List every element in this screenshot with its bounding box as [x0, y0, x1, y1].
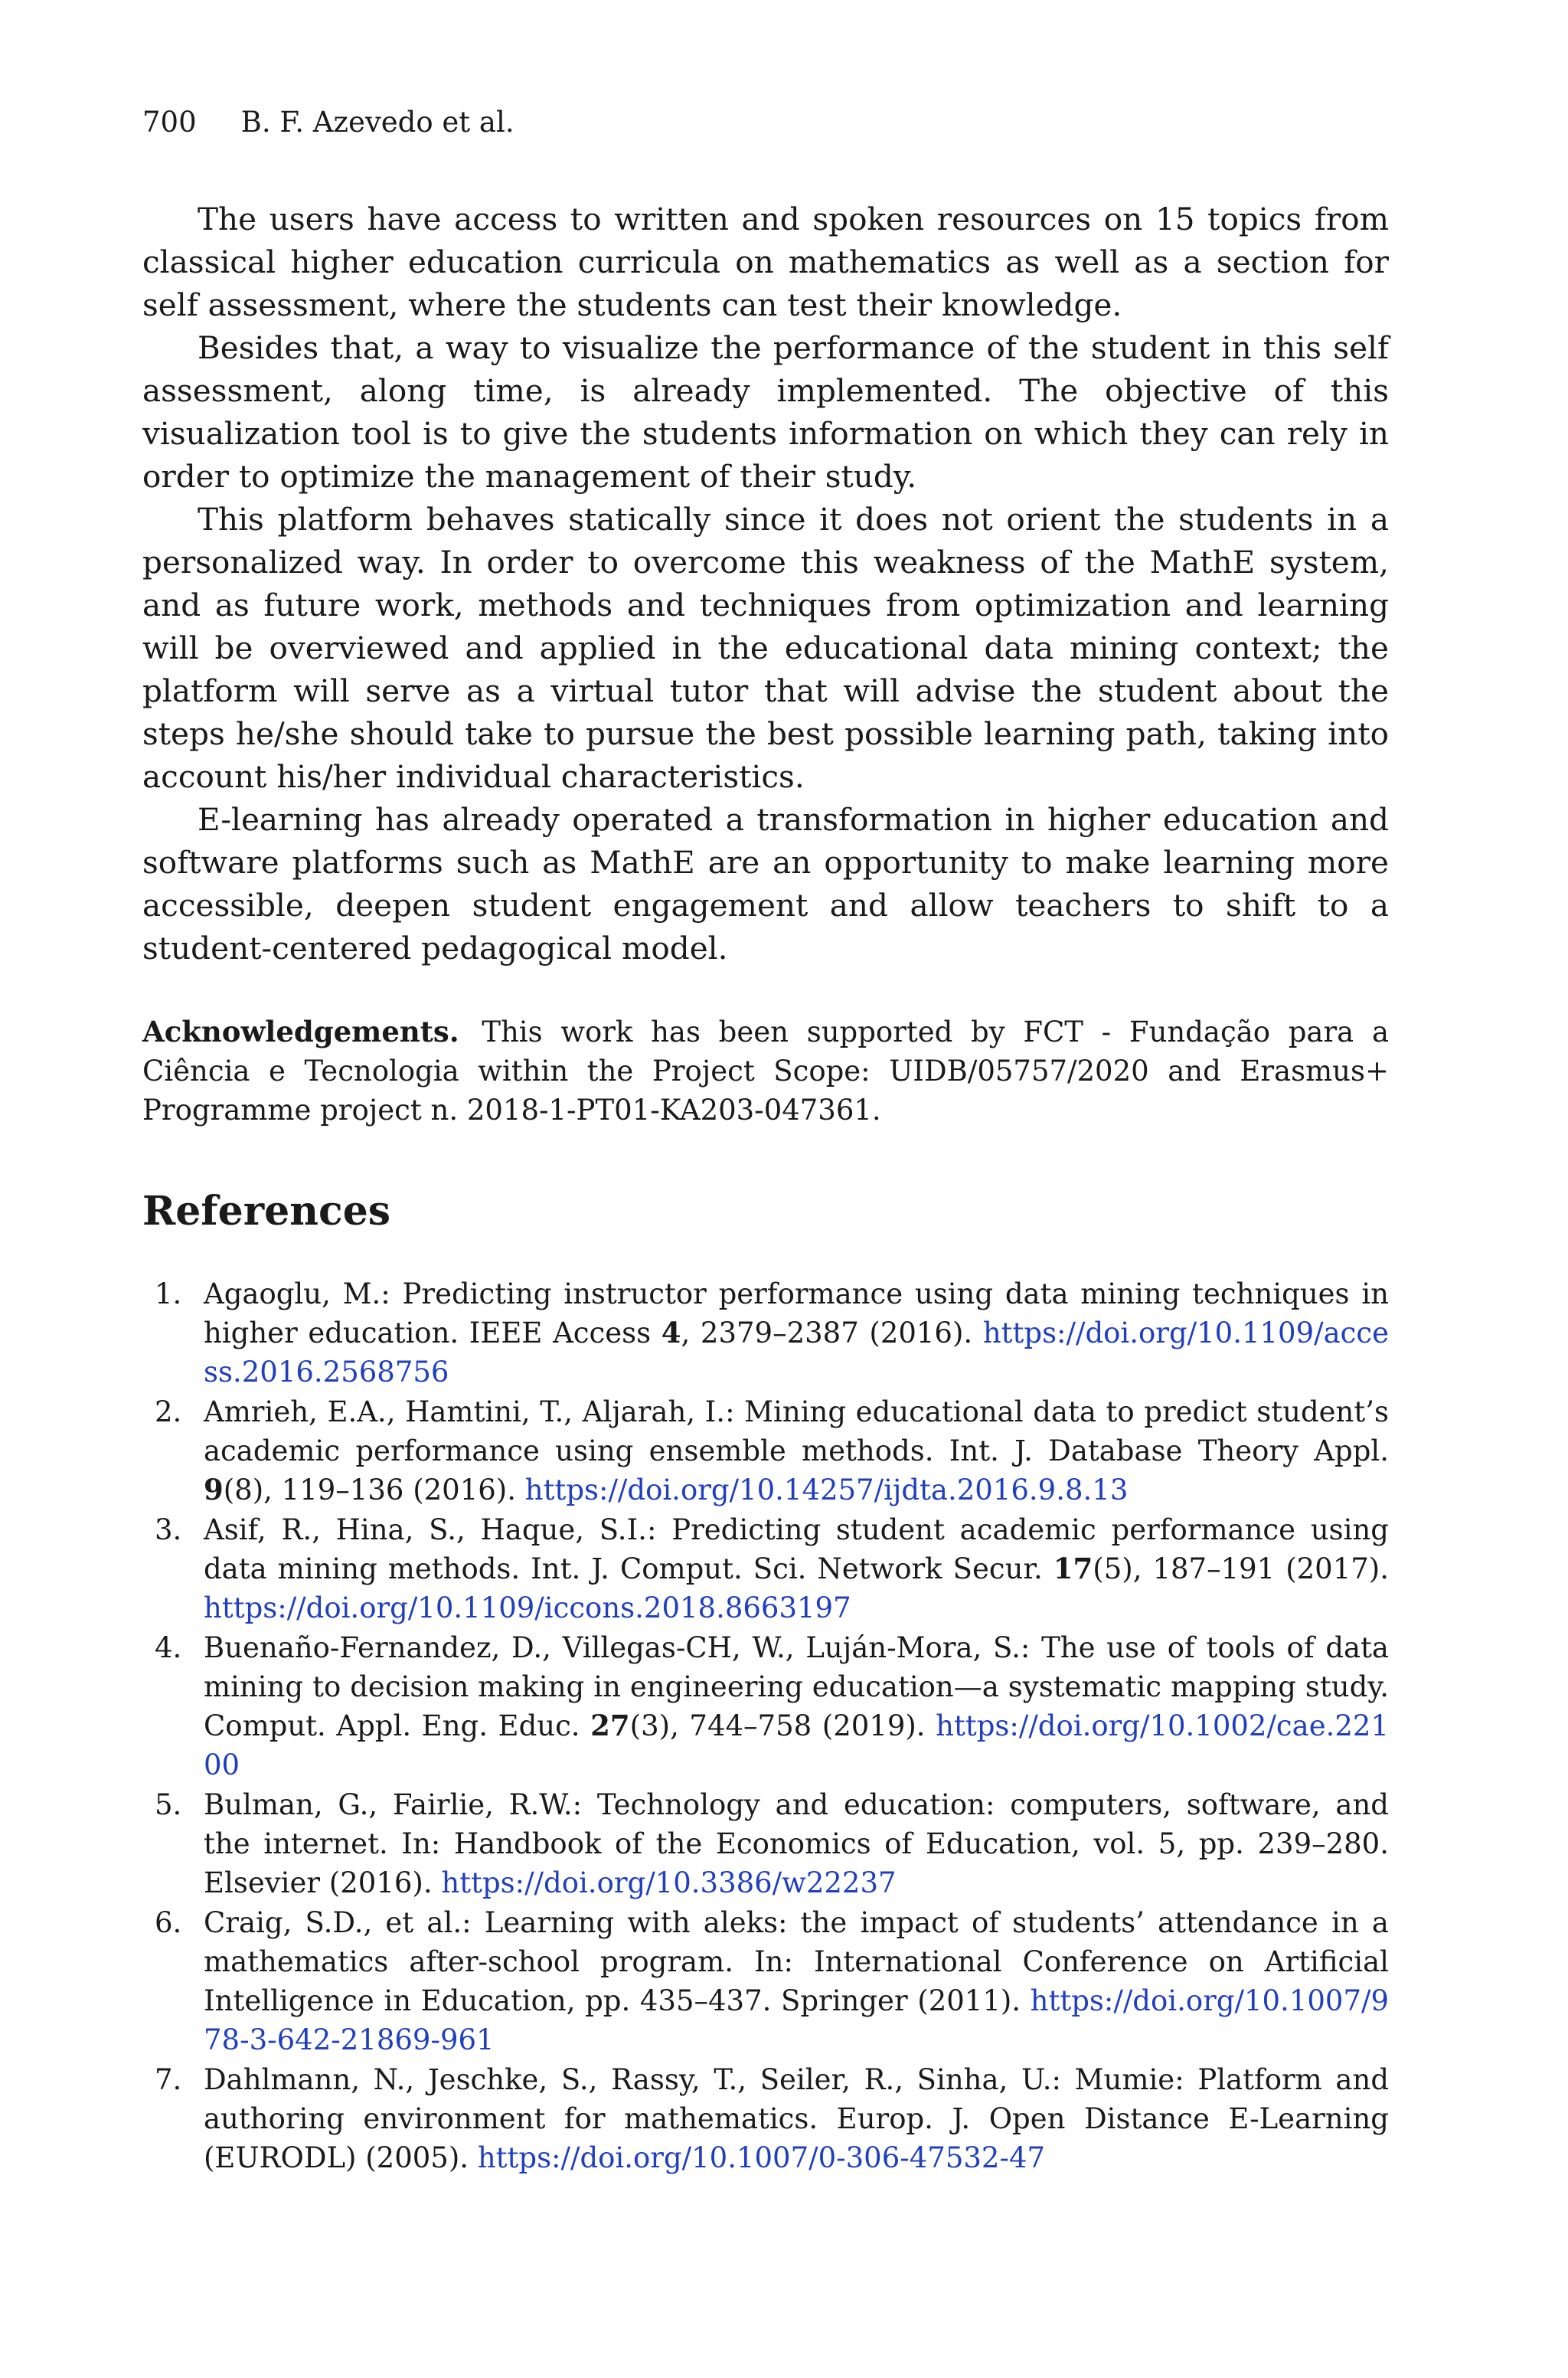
reference-item	[142, 1903, 1389, 2059]
reference-item	[142, 2060, 1389, 2177]
reference-volume: 17	[1053, 1552, 1093, 1585]
acknowledgements-heading: Acknowledgements.	[142, 1015, 459, 1048]
reference-text: Craig, S.D., et al.: Learning with aleks: the impact of students’ attendance in a mathematics after-school program. In: International Conference on Artificial Intelligence in Education, pp. 435–437. Springer (2011).	[204, 1906, 1389, 2017]
reference-text: Bulman, G., Fairlie, R.W.: Technology and education: computers, software, and the internet. In: Handbook of the Economics of Education, vol. 5, pp. 239–280. Elsevier (2016).	[204, 1788, 1389, 1899]
doi-link[interactable]: https://doi.org/10.1002/cae.22100	[204, 1709, 1389, 1781]
reference-volume: 4	[661, 1316, 681, 1349]
reference-item	[142, 1274, 1389, 1392]
doi-link[interactable]: https://doi.org/10.3386/w22237	[441, 1866, 897, 1899]
reference-text: (3), 744–758 (2019).	[629, 1709, 936, 1742]
reference-volume: 9	[204, 1473, 224, 1506]
reference-text: (8), 119–136 (2016).	[223, 1474, 525, 1506]
reference-text: Asif, R., Hina, S., Haque, S.I.: Predicting student academic performance using data mining methods. Int. J. Comput. Sci. Network Secur.	[204, 1513, 1389, 1585]
reference-number: 7.	[155, 2063, 182, 2096]
reference-number: 2.	[155, 1395, 182, 1428]
running-head-authors: B. F. Azevedo et al.	[240, 106, 514, 139]
reference-number: 4.	[155, 1631, 182, 1664]
running-head	[142, 104, 514, 141]
reference-text: Amrieh, E.A., Hamtini, T., Aljarah, I.: Mining educational data to predict student’s academic performance using ensemble methods. Int. J. Database Theory Appl.	[204, 1395, 1389, 1467]
reference-item	[142, 1510, 1389, 1627]
reference-text: Buenaño-Fernandez, D., Villegas-CH, W., Luján-Mora, S.: The use of tools of data mining to decision making in engineering education—a systematic mapping study. Comput. Appl. Eng. Educ.	[204, 1631, 1389, 1742]
acknowledgements	[142, 1012, 1389, 1130]
reference-number: 1.	[155, 1277, 182, 1310]
page-number: 700	[142, 106, 197, 139]
reference-text: Agaoglu, M.: Predicting instructor performance using data mining techniques in higher education. IEEE Access	[204, 1277, 1389, 1349]
references-heading: References	[142, 1188, 391, 1235]
reference-number: 5.	[155, 1788, 182, 1821]
reference-item	[142, 1628, 1389, 1784]
reference-text: , 2379–2387 (2016).	[681, 1317, 983, 1349]
reference-volume: 27	[590, 1709, 630, 1742]
reference-list	[142, 1274, 1389, 2178]
paragraph: E-learning has already operated a transformation in higher education and software platforms such as MathE are an opportunity to make learning more accessible, deepen student engagement and allow teachers to shift to a student-centered pedagogical model.	[142, 801, 1389, 967]
paragraph: The users have access to written and spoken resources on 15 topics from classical higher education curricula on mathematics as well as a section for self assessment, where the students can test their knowledge.	[142, 201, 1389, 323]
reference-number: 3.	[155, 1513, 182, 1546]
acknowledgements-text: This work has been supported by FCT - Fundação para a Ciência e Tecnologia within the Project Scope: UIDB/05757/2020 and Erasmus+ Programme project n. 2018-1-PT01-KA203-047361.	[142, 1016, 1389, 1127]
reference-item	[142, 1392, 1389, 1510]
paragraph: Besides that, a way to visualize the performance of the student in this self assessment, along time, is already implemented. The objective of this visualization tool is to give the students information on which they can rely in order to optimize the management of their study.	[142, 329, 1389, 495]
doi-link[interactable]: https://doi.org/10.1109/iccons.2018.8663197	[204, 1591, 851, 1624]
doi-link[interactable]: https://doi.org/10.1109/access.2016.2568756	[204, 1317, 1389, 1389]
reference-number: 6.	[155, 1906, 182, 1939]
doi-link[interactable]: https://doi.org/10.1007/978-3-642-21869-961	[204, 1984, 1389, 2056]
reference-item	[142, 1785, 1389, 1902]
body-text	[142, 198, 1389, 970]
reference-text: (5), 187–191 (2017).	[1093, 1552, 1389, 1585]
paragraph: This platform behaves statically since it does not orient the students in a personalized way. In order to overcome this weakness of the MathE system, and as future work, methods and techniques from optimization and learning will be overviewed and applied in the educational data mining context; the platform will serve as a virtual tutor that will advise the student about the steps he/she should take to pursue the best possible learning path, taking into account his/her individual characteristics.	[142, 501, 1389, 795]
reference-text: Dahlmann, N., Jeschke, S., Rassy, T., Seiler, R., Sinha, U.: Mumie: Platform and authoring environment for mathematics. Europ. J. Open Distance E-Learning (EURODL) (2005).	[204, 2063, 1389, 2174]
doi-link[interactable]: https://doi.org/10.14257/ijdta.2016.9.8.13	[524, 1474, 1129, 1506]
doi-link[interactable]: https://doi.org/10.1007/0-306-47532-47	[477, 2141, 1046, 2174]
